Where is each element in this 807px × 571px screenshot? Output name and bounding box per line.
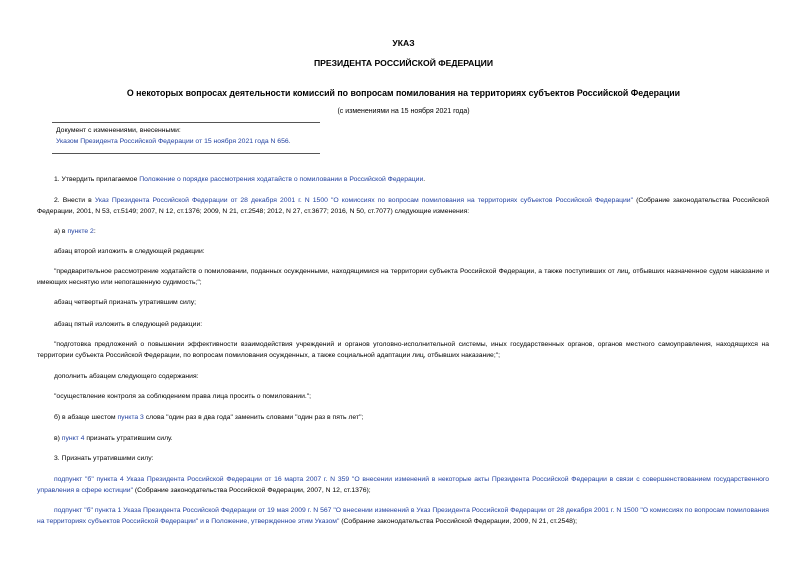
paragraph-5: "предварительное рассмотрение ходатайств о помиловании, поданных осужденными, находящимися на территории субъекта Российской Федерации, а также поступивших от лиц, отбывших назначенное судом наказание и имеющих неснятую или непогашенную судимость;"; (37, 268, 769, 286)
paragraph-11 (37, 412, 769, 423)
decree-567-link[interactable]: подпункт "б" пункта 1 Указа Президента Российской Федерации от 19 мая 2009 г. N 567 "О внесении изменений в Указ Президента Российской Федерации от 28 декабря 2001 г. N 1500 "О комиссиях по вопросам помилования на территориях субъектов Российской Федерации" и в Положение, утвержденное этим Указом" (37, 507, 769, 525)
point-3-link[interactable]: пункта 3 (117, 414, 144, 421)
paragraph-1 (37, 174, 769, 185)
paragraph-14 (37, 474, 769, 496)
paragraph-13: 3. Признать утратившими силу: (54, 455, 154, 462)
paragraph-text: . (423, 176, 426, 183)
paragraph-text: (Собрание законодательства Российской Федерации, 2009, N 21, ст.2548); (339, 518, 578, 525)
paragraph-9: дополнить абзацем следующего содержания: (54, 373, 199, 380)
regulation-link[interactable]: Положение о порядке рассмотрения ходатайств о помиловании в Российской Федерации (139, 176, 424, 183)
changes-box (52, 122, 320, 154)
document-title: О некоторых вопросах деятельности комиссий по вопросам помилования на территориях субъектов Российской Федерации (126, 88, 681, 98)
paragraph-12 (37, 433, 769, 444)
revision-subtitle: (с изменениями на 15 ноября 2021 года) (337, 108, 470, 115)
point-2-link[interactable]: пункте 2 (67, 228, 94, 235)
paragraph-text: (Собрание законодательства Российской Федерации, 2007, N 12, ст.1376); (132, 487, 371, 494)
paragraph-text: а) в (54, 228, 68, 235)
paragraph-text: в) (54, 435, 62, 442)
paragraph-15 (37, 505, 769, 527)
paragraph-text: б) в абзаце шестом (54, 414, 118, 421)
changes-label: Документ с изменениями, внесенными: (56, 127, 181, 134)
paragraph-8: "подготовка предложений о повышении эффективности взаимодействия учреждений и органов уголовно-исполнительной системы, иных государственных органов, органов местного самоуправления, находящихся на территории субъекта Российской Федерации, по вопросам помилования осужденных, а также социальной адаптации лиц, отбывших наказание;"; (37, 341, 769, 359)
paragraph-2 (37, 195, 769, 217)
decree-1500-link[interactable]: Указ Президента Российской Федерации от 28 декабря 2001 г. N 1500 "О комиссиях по вопросам помилования на территориях субъектов Российской Федерации" (94, 197, 634, 204)
paragraph-10: "осуществление контроля за соблюдением права лица просить о помиловании."; (54, 393, 312, 400)
paragraph-text: : (93, 228, 96, 235)
document-type-title: УКАЗ (392, 38, 415, 48)
amending-decree-link[interactable]: Указом Президента Российской Федерации от 15 ноября 2021 года N 656. (56, 138, 291, 145)
point-4-link[interactable]: пункт 4 (61, 435, 85, 442)
paragraph-text: признать утратившим силу. (84, 435, 173, 442)
paragraph-text: слова "один раз в два года" заменить словами "один раз в пять лет"; (143, 414, 364, 421)
paragraph-6: абзац четвертый признать утратившим силу; (54, 299, 197, 306)
paragraph-4: абзац второй изложить в следующей редакции: (54, 248, 205, 255)
issuer-title: ПРЕЗИДЕНТА РОССИЙСКОЙ ФЕДЕРАЦИИ (313, 58, 494, 68)
paragraph-text: 2. Внести в (54, 197, 95, 204)
paragraph-3 (37, 226, 769, 237)
paragraph-text: (Собрание законодательства Российской Федерации, 2001, N 53, ст.5149; 2007, N 12, ст.1376; 2009, N 21, ст.2548; 2012, N 27, ст.3677; 2016, N 50, ст.7077) следующие изменения: (37, 197, 769, 215)
decree-359-link[interactable]: подпункт "б" пункта 4 Указа Президента Российской Федерации от 16 марта 2007 г. N 359 "О внесении изменений в некоторые акты Президента Российской Федерации в связи с совершенствованием государственного управления в сфере юстиции" (37, 476, 769, 494)
paragraph-text: 1. Утвердить прилагаемое (54, 176, 140, 183)
paragraph-7: абзац пятый изложить в следующей редакции: (54, 321, 203, 328)
